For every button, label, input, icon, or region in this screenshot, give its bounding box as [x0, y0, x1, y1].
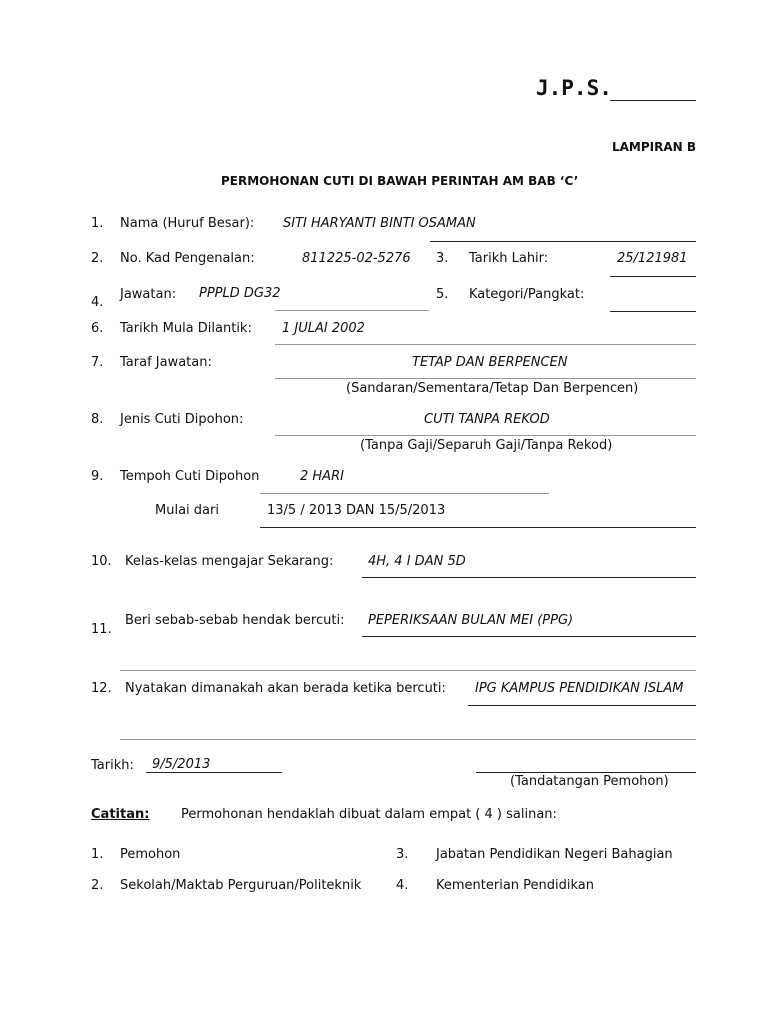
field-8-line: [275, 435, 696, 436]
catitan-text: Permohonan hendaklah dibuat dalam empat ( 4 ) salinan:: [181, 807, 557, 822]
field-8-label: Jenis Cuti Dipohon:: [120, 412, 244, 427]
field-7-hint: (Sandaran/Sementara/Tetap Dan Berpencen): [346, 381, 639, 396]
field-1-value: SITI HARYANTI BINTI OSAMAN: [283, 216, 476, 231]
field-8-hint: (Tanpa Gaji/Separuh Gaji/Tanpa Rekod): [360, 438, 613, 453]
field-12-line-2: [120, 739, 696, 740]
field-9-value: 2 HARI: [300, 469, 344, 484]
field-9-label: Tempoh Cuti Dipohon: [120, 469, 260, 484]
field-12-value: IPG KAMPUS PENDIDIKAN ISLAM: [475, 681, 684, 696]
field-3-number: 3.: [436, 251, 449, 266]
field-10-label: Kelas-kelas mengajar Sekarang:: [125, 554, 334, 569]
tarikh-label: Tarikh:: [91, 758, 134, 773]
field-1-line: [430, 241, 696, 242]
field-11-number: 11.: [91, 622, 112, 637]
signature-line: [476, 772, 696, 773]
field-4-line: [275, 310, 429, 311]
field-9-line: [260, 493, 549, 494]
field-6-value: 1 JULAI 2002: [282, 321, 365, 336]
field-12-label: Nyatakan dimanakah akan berada ketika bercuti:: [125, 681, 446, 696]
mulai-dari-value: 13/5 / 2013 DAN 15/5/2013: [267, 503, 446, 518]
mulai-dari-line: [260, 527, 696, 528]
field-10-value: 4H, 4 I DAN 5D: [368, 554, 466, 569]
mulai-dari-label: Mulai dari: [155, 503, 219, 518]
field-11-line: [362, 636, 696, 637]
copy-4-number: 4.: [396, 878, 409, 893]
field-5-line: [610, 311, 696, 312]
signature-caption: (Tandatangan Pemohon): [510, 774, 669, 789]
field-6-line: [275, 344, 696, 345]
copy-2-text: Sekolah/Maktab Perguruan/Politeknik: [120, 878, 362, 893]
field-1-label: Nama (Huruf Besar):: [120, 216, 255, 231]
field-7-number: 7.: [91, 355, 104, 370]
field-5-number: 5.: [436, 287, 449, 302]
field-10-number: 10.: [91, 554, 112, 569]
field-7-value: TETAP DAN BERPENCEN: [412, 355, 568, 370]
copy-1-number: 1.: [91, 847, 104, 862]
field-11-label: Beri sebab-sebab hendak bercuti:: [125, 613, 345, 628]
field-8-value: CUTI TANPA REKOD: [424, 412, 550, 427]
field-3-value: 25/121981: [617, 251, 688, 266]
field-6-label: Tarikh Mula Dilantik:: [120, 321, 252, 336]
field-4-label: Jawatan:: [120, 287, 177, 302]
tarikh-line: [146, 772, 282, 773]
field-6-number: 6.: [91, 321, 104, 336]
field-1-number: 1.: [91, 216, 104, 231]
copy-4-text: Kementerian Pendidikan: [436, 878, 595, 893]
field-11-value: PEPERIKSAAN BULAN MEI (PPG): [368, 613, 574, 628]
field-12-line: [468, 705, 696, 706]
jps-heading: J.P.S.: [536, 76, 612, 100]
field-12-number: 12.: [91, 681, 112, 696]
field-4-value: PPPLD DG32: [199, 286, 281, 301]
lampiran-label: LAMPIRAN B: [612, 140, 697, 154]
field-2-label: No. Kad Pengenalan:: [120, 251, 255, 266]
field-2-number: 2.: [91, 251, 104, 266]
field-5-label: Kategori/Pangkat:: [469, 287, 585, 302]
field-10-line: [362, 577, 696, 578]
field-3-label: Tarikh Lahir:: [469, 251, 549, 266]
field-9-number: 9.: [91, 469, 104, 484]
form-title: PERMOHONAN CUTI DI BAWAH PERINTAH AM BAB ‘C’: [221, 174, 579, 188]
field-7-label: Taraf Jawatan:: [120, 355, 212, 370]
catitan-label: Catitan:: [91, 807, 150, 822]
field-3-line: [610, 276, 696, 277]
copy-1-text: Pemohon: [120, 847, 181, 862]
copy-3-number: 3.: [396, 847, 409, 862]
field-2-value: 811225-02-5276: [302, 251, 411, 266]
copy-2-number: 2.: [91, 878, 104, 893]
field-7-line: [275, 378, 696, 379]
field-4-number: 4.: [91, 295, 104, 310]
field-11-line-2: [120, 670, 696, 671]
field-8-number: 8.: [91, 412, 104, 427]
jps-blank-line: [610, 100, 696, 101]
tarikh-value: 9/5/2013: [152, 757, 211, 772]
copy-3-text: Jabatan Pendidikan Negeri Bahagian: [436, 847, 673, 862]
